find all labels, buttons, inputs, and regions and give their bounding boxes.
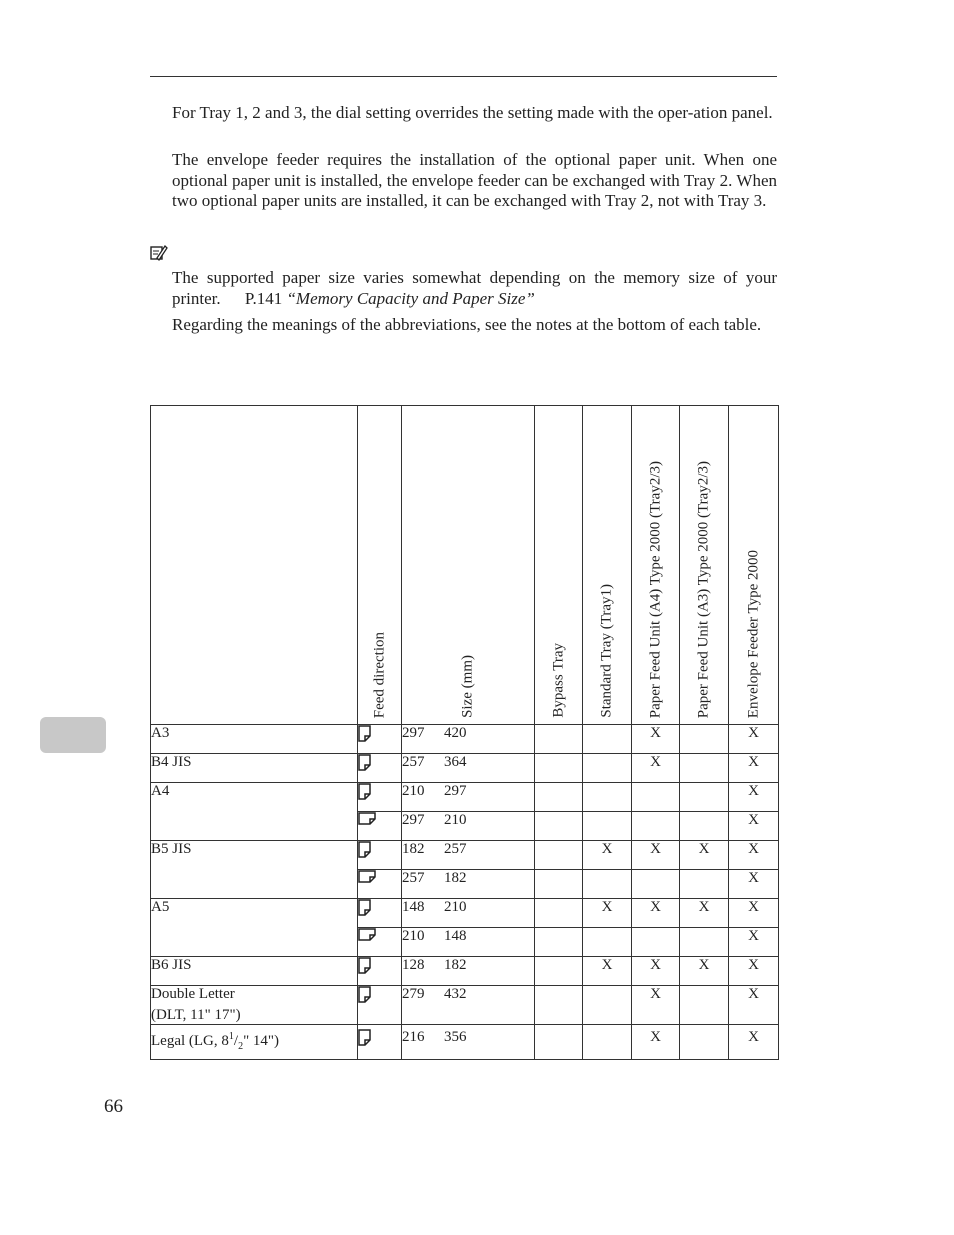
table-row — [151, 986, 779, 1025]
paper-name: B6 JIS — [151, 957, 358, 986]
standard-cell — [583, 812, 632, 841]
bypass-cell — [535, 928, 583, 957]
envelope-cell: X — [729, 957, 779, 986]
abbreviations-paragraph: Regarding the meanings of the abbreviations, see the notes at the bottom of each table. — [172, 315, 762, 334]
header-pfu-a4: Paper Feed Unit (A4) Type 2000 (Tray2/3) — [632, 406, 680, 725]
pfu-a4-cell: X — [632, 986, 680, 1025]
size-cell: 297 210 — [402, 812, 535, 841]
dial-override-paragraph: For Tray 1, 2 and 3, the dial setting overrides the setting made with the oper-ation panel. — [172, 103, 773, 122]
feed-portrait-icon — [358, 957, 402, 986]
table-row — [151, 957, 779, 986]
envelope-cell: X — [729, 725, 779, 754]
bypass-cell — [535, 812, 583, 841]
feed-portrait-icon — [358, 986, 402, 1025]
feed-portrait-icon — [358, 841, 402, 870]
size-cell: 182 257 — [402, 841, 535, 870]
chapter-tab — [40, 717, 106, 753]
pfu-a4-cell: X — [632, 899, 680, 928]
bypass-cell — [535, 783, 583, 812]
pfu-a3-cell — [680, 1025, 729, 1060]
size-cell: 279 432 — [402, 986, 535, 1025]
pfu-a4-cell — [632, 812, 680, 841]
size-cell: 257 364 — [402, 754, 535, 783]
standard-cell — [583, 754, 632, 783]
pfu-a4-cell — [632, 928, 680, 957]
bypass-cell — [535, 899, 583, 928]
paper-size-table — [150, 405, 779, 1060]
size-cell: 148 210 — [402, 899, 535, 928]
supported-size-paragraph — [172, 268, 777, 309]
envelope-cell: X — [729, 928, 779, 957]
standard-cell: X — [583, 899, 632, 928]
size-cell: 257 182 — [402, 870, 535, 899]
header-rule — [150, 76, 777, 77]
envelope-cell: X — [729, 841, 779, 870]
pfu-a3-cell: X — [680, 957, 729, 986]
feed-landscape-icon — [358, 928, 402, 957]
pfu-a3-cell: X — [680, 841, 729, 870]
paper-name: A3 — [151, 725, 358, 754]
feed-portrait-icon — [358, 754, 402, 783]
envelope-cell: X — [729, 899, 779, 928]
pfu-a4-cell: X — [632, 754, 680, 783]
standard-cell — [583, 986, 632, 1025]
size-cell: 210 297 — [402, 783, 535, 812]
pfu-a3-cell — [680, 725, 729, 754]
envelope-cell: X — [729, 1025, 779, 1060]
feed-portrait-icon — [358, 1025, 402, 1060]
size-cell: 216 356 — [402, 1025, 535, 1060]
feed-portrait-icon — [358, 725, 402, 754]
memory-capacity-link[interactable]: “Memory Capacity and Paper Size” — [286, 288, 535, 308]
feed-landscape-icon — [358, 870, 402, 899]
standard-cell — [583, 783, 632, 812]
header-bypass-tray: Bypass Tray — [535, 406, 583, 725]
standard-cell: X — [583, 957, 632, 986]
pfu-a4-cell: X — [632, 841, 680, 870]
table-row — [151, 1025, 779, 1060]
pfu-a4-cell: X — [632, 725, 680, 754]
paper-name: A4 — [151, 783, 358, 841]
pfu-a3-cell — [680, 870, 729, 899]
pfu-a3-cell — [680, 928, 729, 957]
bypass-cell — [535, 1025, 583, 1060]
page-reference[interactable]: P.141 — [244, 288, 283, 308]
feed-landscape-icon — [358, 812, 402, 841]
table-row — [151, 783, 779, 812]
bypass-cell — [535, 754, 583, 783]
bypass-cell — [535, 870, 583, 899]
bypass-cell — [535, 725, 583, 754]
pfu-a4-cell: X — [632, 1025, 680, 1060]
pfu-a3-cell — [680, 754, 729, 783]
size-cell: 297 420 — [402, 725, 535, 754]
bypass-cell — [535, 841, 583, 870]
bypass-cell — [535, 957, 583, 986]
pfu-a4-cell — [632, 870, 680, 899]
pfu-a3-cell — [680, 812, 729, 841]
header-standard-tray: Standard Tray (Tray1) — [583, 406, 632, 725]
paper-name: B5 JIS — [151, 841, 358, 899]
table-row — [151, 899, 779, 928]
header-size: Size (mm) — [402, 406, 535, 725]
envelope-cell: X — [729, 783, 779, 812]
supported-size-text: The supported paper size varies somewhat depending on the memory size of your printer. — [172, 268, 777, 308]
bypass-cell — [535, 986, 583, 1025]
header-envelope-feeder: Envelope Feeder Type 2000 — [729, 406, 779, 725]
table-row — [151, 725, 779, 754]
feed-portrait-icon — [358, 783, 402, 812]
standard-cell — [583, 725, 632, 754]
table-row — [151, 841, 779, 870]
envelope-cell: X — [729, 754, 779, 783]
pfu-a4-cell: X — [632, 957, 680, 986]
table-row — [151, 754, 779, 783]
pfu-a3-cell — [680, 986, 729, 1025]
feed-portrait-icon — [358, 899, 402, 928]
paper-name: B4 JIS — [151, 754, 358, 783]
page-number: 66 — [104, 1096, 123, 1117]
table-header-row — [151, 406, 779, 725]
standard-cell — [583, 870, 632, 899]
header-pfu-a3: Paper Feed Unit (A3) Type 2000 (Tray2/3) — [680, 406, 729, 725]
pfu-a3-cell: X — [680, 899, 729, 928]
size-cell: 128 182 — [402, 957, 535, 986]
header-paper-name — [151, 406, 358, 725]
size-cell: 210 148 — [402, 928, 535, 957]
standard-cell — [583, 1025, 632, 1060]
header-feed-direction: Feed direction — [358, 406, 402, 725]
standard-cell — [583, 928, 632, 957]
standard-cell: X — [583, 841, 632, 870]
envelope-cell: X — [729, 812, 779, 841]
pfu-a3-cell — [680, 783, 729, 812]
envelope-cell: X — [729, 870, 779, 899]
envelope-cell: X — [729, 986, 779, 1025]
paper-name: Double Letter (DLT, 11" 17") — [151, 986, 358, 1025]
paper-name: A5 — [151, 899, 358, 957]
pfu-a4-cell — [632, 783, 680, 812]
pencil-note-icon — [150, 244, 168, 262]
envelope-feeder-paragraph: The envelope feeder requires the installation of the optional paper unit. When one optional paper unit is installed, the envelope feeder can be exchanged with Tray 2. When two optional paper units are installed, it can be exchanged with Tray 2, not with Tray 3. — [172, 150, 777, 210]
paper-name: Legal (LG, $8^1/_2$" 14") — [151, 1025, 358, 1060]
